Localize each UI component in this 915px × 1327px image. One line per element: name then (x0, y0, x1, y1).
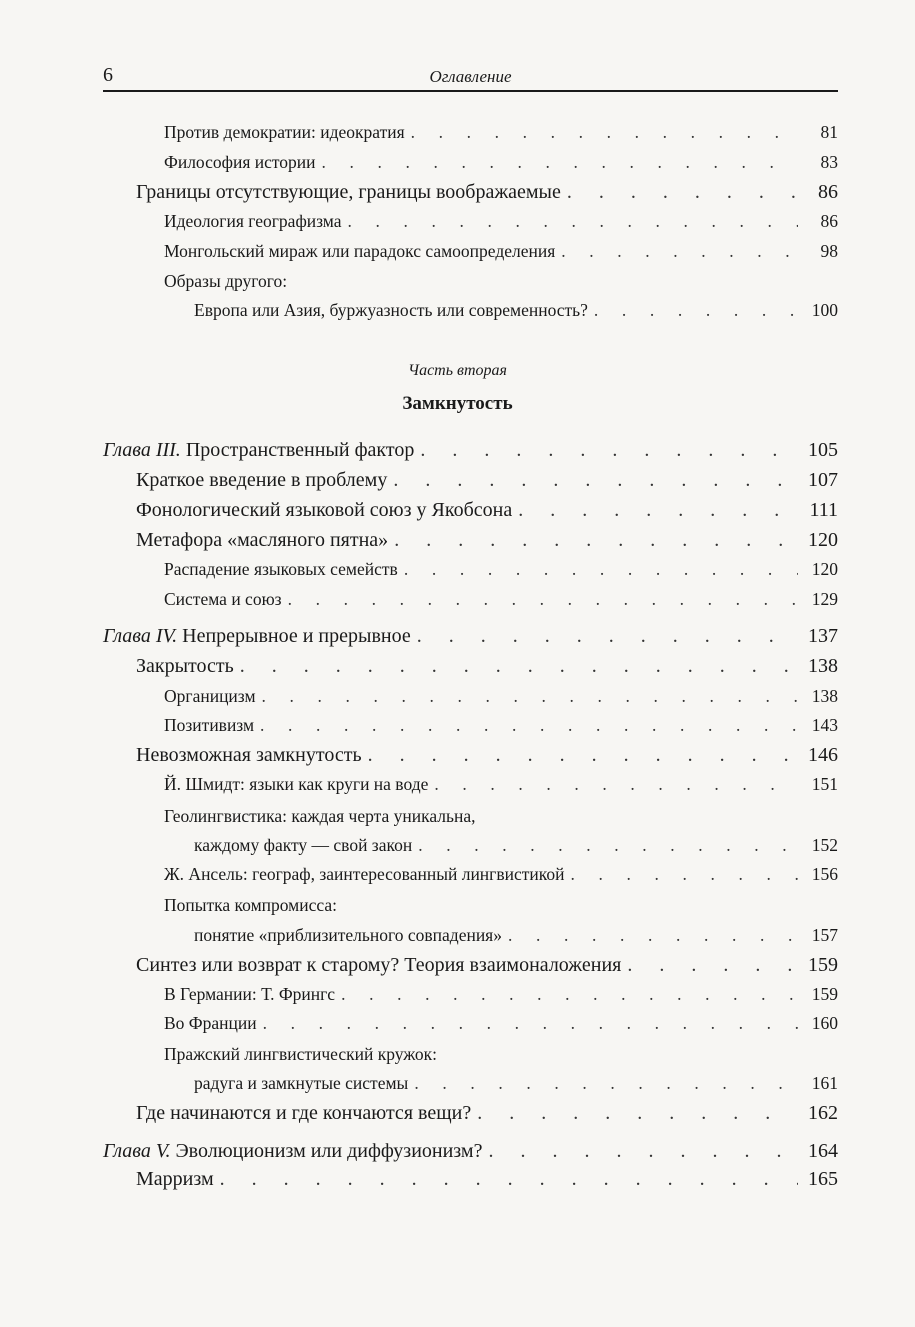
toc-entry-page: 143 (811, 715, 838, 735)
dot-leader (488, 1140, 798, 1163)
toc-entry[interactable] (136, 499, 838, 525)
toc-entry[interactable] (164, 211, 838, 237)
toc-entry-title-line1: Пражский лингвистический кружок: (164, 1044, 438, 1064)
toc-entry-title: Во Франции (164, 1013, 257, 1033)
toc-entry-title: Позитивизм (164, 715, 255, 735)
toc-entry[interactable] (164, 1013, 838, 1039)
toc-entry-title: Где начинаются и где кончаются вещи? (136, 1102, 472, 1124)
toc-entry-page: 161 (811, 1073, 838, 1093)
toc-entry[interactable] (164, 241, 838, 267)
running-title: Оглавление (429, 67, 512, 86)
toc-entry[interactable] (164, 122, 838, 148)
toc-entry-page: 98 (820, 241, 838, 261)
toc-entry[interactable] (136, 1102, 838, 1128)
toc-entry[interactable] (136, 181, 838, 207)
toc-entry[interactable] (164, 589, 838, 615)
toc-entry-title: Система и союз (164, 589, 282, 609)
toc-entry[interactable] (164, 152, 838, 178)
toc-entry-title-line1: Образы другого: (164, 271, 288, 291)
dot-leader (262, 686, 798, 707)
dot-leader (418, 835, 798, 856)
toc-entry-page: 152 (811, 835, 838, 855)
toc-entry[interactable] (136, 655, 838, 681)
toc-entry-page: 86 (820, 211, 838, 231)
dot-leader (220, 1168, 798, 1191)
dot-leader (411, 122, 798, 143)
toc-entry-title: каждому факту — свой закон (194, 835, 413, 855)
toc-entry-page: 165 (808, 1168, 838, 1190)
chapter-name: Эволюционизм или диффузионизм? (175, 1140, 483, 1162)
toc-entry-title: Й. Шмидт: языки как круги на воде (164, 774, 429, 794)
dot-leader (570, 864, 798, 885)
toc-entry-page: 111 (809, 499, 838, 521)
dot-leader (240, 655, 798, 678)
toc-entry[interactable] (136, 529, 838, 555)
dot-leader (594, 300, 798, 321)
toc-entry[interactable] (136, 1168, 838, 1194)
toc-entry-title: Синтез или возврат к старому? Теория взаимоналожения (136, 954, 622, 976)
dot-leader (368, 744, 798, 767)
chapter-title (103, 1140, 482, 1163)
toc-entry[interactable] (164, 715, 838, 741)
toc-entry-title-line1: Геолингвистика: каждая черта уникальна, (164, 806, 476, 826)
chapter-entry[interactable] (103, 439, 838, 465)
dot-leader (341, 984, 798, 1005)
toc-entry-page: 164 (808, 1140, 838, 1162)
toc-entry-title: Границы отсутствующие, границы воображаемые (136, 181, 561, 203)
dot-leader (322, 152, 798, 173)
toc-entry[interactable] (194, 925, 838, 951)
toc-entry-page: 86 (818, 181, 838, 203)
toc-entry-page: 129 (811, 589, 838, 609)
dot-leader (417, 625, 798, 648)
dot-leader (394, 529, 798, 552)
toc-entry[interactable] (136, 954, 838, 980)
toc-entry-page: 138 (811, 686, 838, 706)
chapter-entry[interactable] (103, 1140, 838, 1166)
toc-entry-page: 159 (808, 954, 838, 976)
toc-entry[interactable] (164, 774, 838, 800)
toc-entry-page: 137 (808, 625, 838, 647)
toc-entry-page: 156 (811, 864, 838, 884)
toc-entry-title: Марризм (136, 1168, 214, 1190)
toc-entry-page: 83 (820, 152, 838, 172)
toc-entry-title: радуга и замкнутые системы (194, 1073, 409, 1093)
toc-entry-title: В Германии: Т. Фрингс (164, 984, 336, 1004)
toc-entry-title: Против демократии: идеократия (164, 122, 405, 142)
toc-entry[interactable] (164, 686, 838, 712)
toc-entry-page: 120 (808, 529, 838, 551)
dot-leader (288, 589, 798, 610)
toc-entry[interactable] (164, 864, 838, 890)
toc-entry[interactable] (194, 835, 838, 861)
chapter-label: Глава III. (103, 439, 181, 461)
chapter-name: Пространственный фактор (185, 439, 415, 461)
toc-entry-title: Невозможная замкнутость (136, 744, 362, 766)
toc-entry-title: понятие «приблизительного совпадения» (194, 925, 502, 945)
dot-leader (414, 1073, 798, 1094)
dot-leader (518, 499, 798, 522)
chapter-title (103, 439, 414, 462)
toc-entry-title: Метафора «масляного пятна» (136, 529, 389, 551)
toc-entry-title-line1: Попытка компромисса: (164, 895, 337, 915)
chapter-label: Глава IV. (103, 625, 178, 647)
dot-leader (348, 211, 798, 232)
toc-entry-title: Монгольский мираж или парадокс самоопределения (164, 241, 556, 261)
dot-leader (420, 439, 798, 462)
part-title: Замкнутость (402, 393, 513, 414)
toc-entry-page: 151 (811, 774, 838, 794)
toc-entry-title: Краткое введение в проблему (136, 469, 388, 491)
toc-entry-page: 120 (811, 559, 838, 579)
dot-leader (477, 1102, 798, 1125)
chapter-name: Непрерывное и прерывное (182, 625, 411, 647)
toc-entry-title: Закрытость (136, 655, 234, 677)
chapter-label: Глава V. (103, 1140, 171, 1162)
toc-entry-page: 107 (808, 469, 838, 491)
chapter-entry[interactable] (103, 625, 838, 651)
toc-entry[interactable] (194, 300, 838, 326)
toc-entry-page: 100 (811, 300, 838, 320)
toc-entry-page: 157 (811, 925, 838, 945)
toc-entry-title: Философия истории (164, 152, 316, 172)
toc-entry-title: Идеология географизма (164, 211, 342, 231)
dot-leader (567, 181, 798, 204)
toc-entry-title: Органицизм (164, 686, 256, 706)
toc-entry-page: 162 (808, 1102, 838, 1124)
toc-entry-page: 146 (808, 744, 838, 766)
dot-leader (404, 559, 798, 580)
toc-entry-title: Распадение языковых семейств (164, 559, 398, 579)
dot-leader (627, 954, 798, 977)
chapter-title (103, 625, 411, 648)
toc-entry[interactable] (164, 984, 838, 1010)
dot-leader (508, 925, 798, 946)
toc-entry-page: 159 (811, 984, 838, 1004)
dot-leader (263, 1013, 798, 1034)
toc-entry[interactable] (136, 469, 838, 495)
toc-entry-title: Европа или Азия, буржуазность или современность? (194, 300, 588, 320)
toc-entry[interactable] (194, 1073, 838, 1099)
part-label: Часть вторая (408, 362, 507, 379)
dot-leader (561, 241, 798, 262)
toc-entry-page: 105 (808, 439, 838, 461)
header-rule (103, 90, 838, 92)
dot-leader (393, 469, 798, 492)
page-number: 6 (103, 64, 113, 86)
toc-entry-title: Фонологический языковой союз у Якобсона (136, 499, 513, 521)
toc-entry-page: 138 (808, 655, 838, 677)
dot-leader (434, 774, 798, 795)
toc-entry-title: Ж. Ансель: географ, заинтересованный лингвистикой (164, 864, 565, 884)
toc-entry[interactable] (164, 559, 838, 585)
toc-entry-page: 160 (811, 1013, 838, 1033)
page-header (103, 64, 838, 90)
toc-entry-page: 81 (820, 122, 838, 142)
dot-leader (260, 715, 798, 736)
toc-entry[interactable] (136, 744, 838, 770)
